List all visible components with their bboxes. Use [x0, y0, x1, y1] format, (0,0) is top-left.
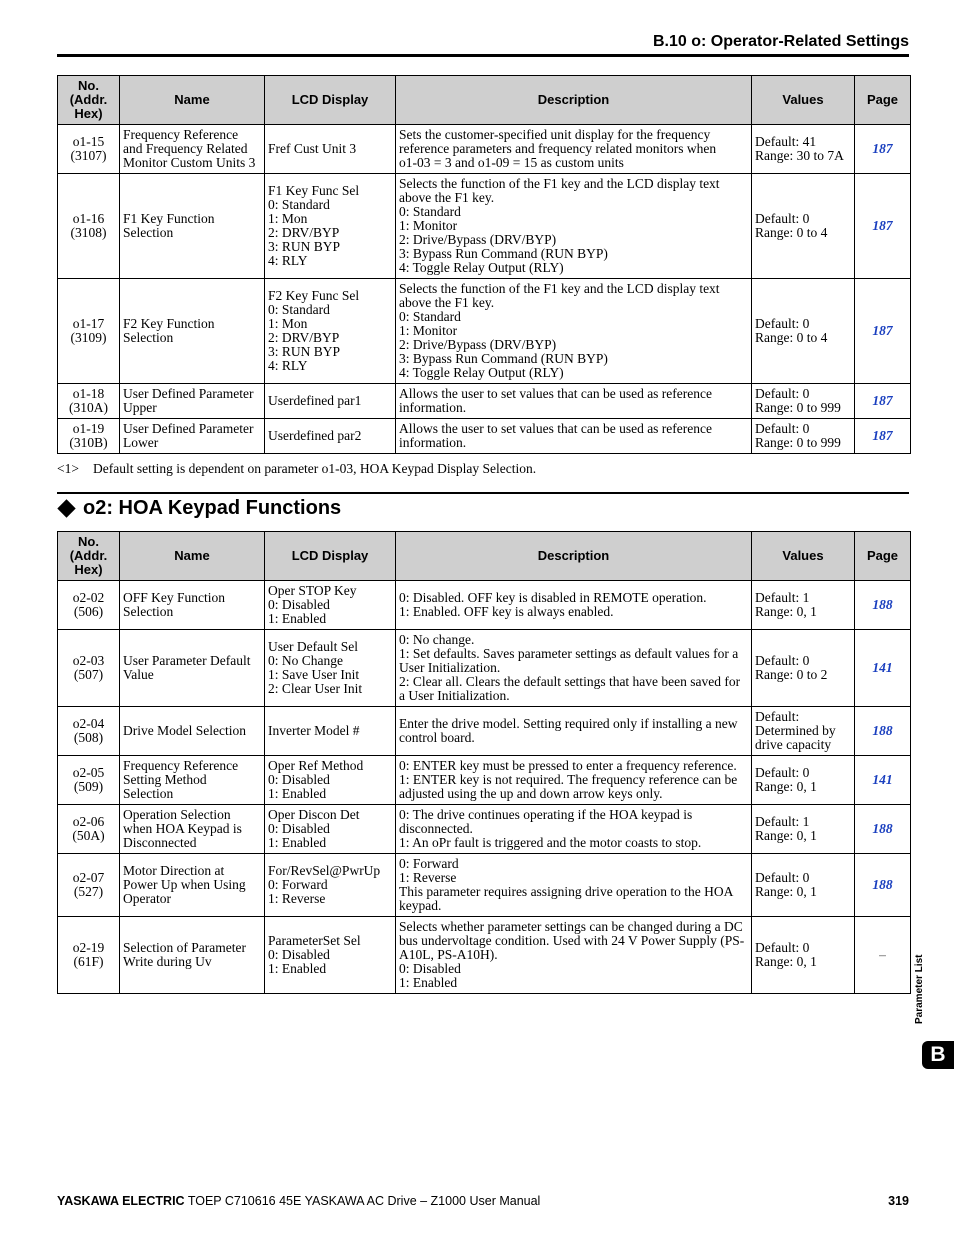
table-header-row	[58, 532, 911, 581]
col-header-no: No. (Addr. Hex)	[58, 76, 120, 125]
header-divider	[57, 54, 909, 57]
description-cell: 0: The drive continues operating if the HOA keypad is disconnected. 1: An oPr fault is triggered and the motor coasts to stop.	[396, 805, 752, 854]
col-header-name: Name	[120, 532, 265, 581]
table-row	[58, 125, 911, 174]
values-cell: Default: 0 Range: 0 to 2	[752, 630, 855, 707]
footer-document-info	[57, 1194, 540, 1208]
description-cell: 0: Forward 1: Reverse This parameter requires assigning drive operation to the HOA keypad.	[396, 854, 752, 917]
description-cell: 0: ENTER key must be pressed to enter a frequency reference. 1: ENTER key is not required. The frequency reference can be adjusted using the up and down arrow keys only.	[396, 756, 752, 805]
parameter-table-o2	[57, 531, 911, 994]
param-name-cell: Operation Selection when HOA Keypad is Disconnected	[120, 805, 265, 854]
lcd-display-cell: F2 Key Func Sel 0: Standard 1: Mon 2: DRV/BYP 3: RUN BYP 4: RLY	[265, 279, 396, 384]
param-number-cell: o1-17 (3109)	[58, 279, 120, 384]
param-name-cell: Frequency Reference Setting Method Selection	[120, 756, 265, 805]
param-number-cell: o2-07 (527)	[58, 854, 120, 917]
param-name-cell: Frequency Reference and Frequency Related Monitor Custom Units 3	[120, 125, 265, 174]
col-header-values: Values	[752, 532, 855, 581]
values-cell: Default: 41 Range: 30 to 7A	[752, 125, 855, 174]
param-number-cell: o2-05 (509)	[58, 756, 120, 805]
footnote	[57, 461, 536, 477]
param-number-cell: o2-06 (50A)	[58, 805, 120, 854]
description-cell: Sets the customer-specified unit display for the frequency reference parameters and frequency related monitors when o1-03 = 3 and o1-09 = 15 as custom units	[396, 125, 752, 174]
values-cell: Default: 0 Range: 0 to 4	[752, 174, 855, 279]
page-link-cell: –	[855, 917, 911, 994]
param-name-cell: F1 Key Function Selection	[120, 174, 265, 279]
col-header-no: No. (Addr. Hex)	[58, 532, 120, 581]
param-number-cell: o1-15 (3107)	[58, 125, 120, 174]
table-row	[58, 279, 911, 384]
description-cell: 0: No change. 1: Set defaults. Saves parameter settings as default values for a User Initialization. 2: Clear all. Clears the default settings that have been saved for a User Initialization.	[396, 630, 752, 707]
table-row	[58, 805, 911, 854]
param-number-cell: o1-16 (3108)	[58, 174, 120, 279]
param-name-cell: F2 Key Function Selection	[120, 279, 265, 384]
footer-page-number: 319	[888, 1194, 909, 1208]
param-name-cell: Drive Model Selection	[120, 707, 265, 756]
footer-brand: YASKAWA ELECTRIC	[57, 1194, 185, 1208]
description-cell: Selects the function of the F1 key and the LCD display text above the F1 key. 0: Standard 1: Monitor 2: Drive/Bypass (DRV/BYP) 3: Bypass Run Command (RUN BYP) 4: Toggle Relay Output (RLY)	[396, 174, 752, 279]
page-link-cell[interactable]: 141	[855, 756, 911, 805]
lcd-display-cell: Userdefined par1	[265, 384, 396, 419]
param-number-cell: o2-03 (507)	[58, 630, 120, 707]
table-row	[58, 854, 911, 917]
page-link-cell[interactable]: 141	[855, 630, 911, 707]
table-row	[58, 707, 911, 756]
col-header-values: Values	[752, 76, 855, 125]
param-name-cell: Selection of Parameter Write during Uv	[120, 917, 265, 994]
col-header-page: Page	[855, 76, 911, 125]
values-cell: Default: 0 Range: 0, 1	[752, 854, 855, 917]
lcd-display-cell: Inverter Model #	[265, 707, 396, 756]
page-link-cell[interactable]: 187	[855, 125, 911, 174]
footer-doc: TOEP C710616 45E YASKAWA AC Drive – Z1000 User Manual	[184, 1194, 541, 1208]
description-cell: Selects whether parameter settings can be changed during a DC bus undervoltage condition. Used with 24 V Power Supply (PS- A10L, PS-A10H). 0: Disabled 1: Enabled	[396, 917, 752, 994]
lcd-display-cell: User Default Sel 0: No Change 1: Save User Init 2: Clear User Init	[265, 630, 396, 707]
table-row	[58, 174, 911, 279]
page-link-cell[interactable]: 187	[855, 419, 911, 454]
appendix-tab[interactable]: B	[922, 1041, 954, 1069]
diamond-bullet-icon	[57, 499, 75, 517]
table-row	[58, 630, 911, 707]
side-section-label: Parameter List	[914, 954, 925, 1024]
footnote-text: Default setting is dependent on parameter o1-03, HOA Keypad Display Selection.	[93, 461, 537, 476]
param-number-cell: o2-19 (61F)	[58, 917, 120, 994]
footnote-mark: <1>	[57, 461, 79, 476]
page-link-cell[interactable]: 188	[855, 854, 911, 917]
col-header-description: Description	[396, 532, 752, 581]
page-link-cell[interactable]: 188	[855, 805, 911, 854]
page-link-cell[interactable]: 187	[855, 279, 911, 384]
description-cell: Enter the drive model. Setting required only if installing a new control board.	[396, 707, 752, 756]
param-number-cell: o2-02 (506)	[58, 581, 120, 630]
page-header-title: B.10 o: Operator-Related Settings	[652, 33, 909, 50]
section-title: o2: HOA Keypad Functions	[83, 497, 342, 519]
lcd-display-cell: ParameterSet Sel 0: Disabled 1: Enabled	[265, 917, 396, 994]
values-cell: Default: 1 Range: 0, 1	[752, 581, 855, 630]
values-cell: Default: 0 Range: 0, 1	[752, 756, 855, 805]
lcd-display-cell: Oper Discon Det 0: Disabled 1: Enabled	[265, 805, 396, 854]
values-cell: Default: Determined by drive capacity	[752, 707, 855, 756]
lcd-display-cell: Oper Ref Method 0: Disabled 1: Enabled	[265, 756, 396, 805]
page-link-cell[interactable]: 188	[855, 581, 911, 630]
param-name-cell: OFF Key Function Selection	[120, 581, 265, 630]
param-name-cell: User Defined Parameter Upper	[120, 384, 265, 419]
description-cell: Allows the user to set values that can be used as reference information.	[396, 419, 752, 454]
values-cell: Default: 0 Range: 0 to 999	[752, 419, 855, 454]
parameter-table-o1	[57, 75, 911, 454]
values-cell: Default: 1 Range: 0, 1	[752, 805, 855, 854]
param-name-cell: Motor Direction at Power Up when Using Operator	[120, 854, 265, 917]
section-divider	[57, 492, 909, 494]
col-header-description: Description	[396, 76, 752, 125]
lcd-display-cell: For/RevSel@PwrUp 0: Forward 1: Reverse	[265, 854, 396, 917]
values-cell: Default: 0 Range: 0 to 999	[752, 384, 855, 419]
values-cell: Default: 0 Range: 0 to 4	[752, 279, 855, 384]
col-header-lcd: LCD Display	[265, 532, 396, 581]
table-header-row	[58, 76, 911, 125]
param-name-cell: User Parameter Default Value	[120, 630, 265, 707]
lcd-display-cell: Oper STOP Key 0: Disabled 1: Enabled	[265, 581, 396, 630]
table-row	[58, 917, 911, 994]
table-row	[58, 581, 911, 630]
description-cell: Allows the user to set values that can be used as reference information.	[396, 384, 752, 419]
param-name-cell: User Defined Parameter Lower	[120, 419, 265, 454]
table-row	[58, 384, 911, 419]
param-number-cell: o1-19 (310B)	[58, 419, 120, 454]
col-header-page: Page	[855, 532, 911, 581]
page-link-cell[interactable]: 188	[855, 707, 911, 756]
lcd-display-cell: F1 Key Func Sel 0: Standard 1: Mon 2: DRV/BYP 3: RUN BYP 4: RLY	[265, 174, 396, 279]
col-header-lcd: LCD Display	[265, 76, 396, 125]
param-number-cell: o1-18 (310A)	[58, 384, 120, 419]
table-row	[58, 756, 911, 805]
page-link-cell[interactable]: 187	[855, 174, 911, 279]
lcd-display-cell: Userdefined par2	[265, 419, 396, 454]
col-header-name: Name	[120, 76, 265, 125]
param-number-cell: o2-04 (508)	[58, 707, 120, 756]
page-link-cell[interactable]: 187	[855, 384, 911, 419]
lcd-display-cell: Fref Cust Unit 3	[265, 125, 396, 174]
values-cell: Default: 0 Range: 0, 1	[752, 917, 855, 994]
description-cell: Selects the function of the F1 key and the LCD display text above the F1 key. 0: Standard 1: Monitor 2: Drive/Bypass (DRV/BYP) 3: Bypass Run Command (RUN BYP) 4: Toggle Relay Output (RLY)	[396, 279, 752, 384]
description-cell: 0: Disabled. OFF key is disabled in REMOTE operation. 1: Enabled. OFF key is always enabled.	[396, 581, 752, 630]
section-heading	[57, 497, 341, 520]
table-row	[58, 419, 911, 454]
